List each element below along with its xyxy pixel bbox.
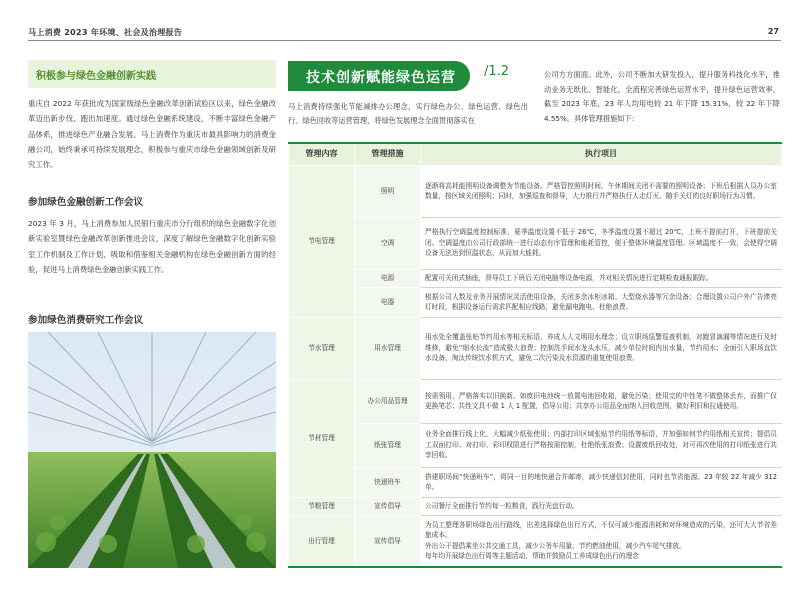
table-row (289, 497, 782, 515)
subheading-consumption-meeting: 参加绿色消费研究工作会议 (28, 315, 144, 326)
table-row (289, 165, 782, 217)
section-number: /1.2 (484, 64, 510, 79)
table-row (289, 515, 782, 567)
row-item: 公司餐厅全面推行节约每一粒粮食，践行光盘行动。 (421, 497, 782, 515)
column-header-item: 执行项目 (421, 143, 782, 165)
row-measure: 办公用品管理 (355, 379, 421, 423)
page-header (0, 0, 809, 42)
row-item: 为员工整理各职场绿色出行路线，出差选择绿色出行方式，不仅可减少能源消耗和对环境造成的污染，还可大大节省差旅成本。 外出公干提倡乘坐公共交通工具，减少公务车用量，节约燃油使用，减少汽车尾气排放。 每年均开展绿色出行周等主题活动，帮助并鼓励员工养成绿色出行的理念 (421, 515, 782, 567)
report-title: 马上消费 2023 年环境、社会及治理报告 (28, 28, 183, 37)
row-measure: 用水管理 (355, 317, 421, 379)
table-row (289, 423, 782, 467)
row-category: 节粮管理 (289, 497, 355, 515)
row-item: 搭建职场间“快递班车”，将同一目的地快递合并邮寄，减少快递信封使用，同时也节省能源。23 年较 22 年减少 312 单。 (421, 467, 782, 497)
row-item: 严格执行空调温度控制标准，夏季温度设置不低于 26℃，冬季温度设置不超过 20℃，上班不提前打开，下班提前关闭。空调温度由公司行政部统一进行动态有序管理和能耗管控，便于整体环境温度管理。区域温度不一致，会使得空调设备无法达到恒温状态，从而加大能耗。 (421, 217, 782, 269)
row-category: 节材管理 (289, 379, 355, 497)
section-band (28, 60, 276, 88)
row-measure: 照明 (355, 165, 421, 217)
section-title-tab (288, 61, 470, 91)
row-category: 节水管理 (289, 317, 355, 379)
row-measure: 快递班车 (355, 467, 421, 497)
finance-meeting-paragraph: 2023 年 3 月，马上消费参加人民银行重庆市分行组织的绿色金融数字化创新实验室暨绿色金融改革创新推进会议，深度了解绿色金融数字化创新实验室工作机制及工作计划，吸取和借鉴相关金融机构在绿色金融创新方面的经验，促进马上消费绿色金融创新实践工作。 (28, 219, 276, 274)
table-row (289, 467, 782, 497)
table-row (289, 269, 782, 287)
management-table (288, 142, 781, 568)
row-category: 节电管理 (289, 165, 355, 317)
subheading-finance-meeting: 参加绿色金融创新工作会议 (28, 197, 144, 208)
row-item: 逐渐将高耗能照明设备调整为节能设备。严格管控照明时间，午休期间关闭不需要的照明设备；下班后根据人员办公室数量，按区域关闭照明；同时，加强巡查和督导，大力推行并严格执行人走灯灭、随手关灯的良好职场行为习惯。 (421, 165, 782, 217)
table-row (289, 217, 782, 269)
row-measure: 电器 (355, 287, 421, 317)
row-item: 业务全面推行线上化，大幅减少纸张使用；内部打印区域张贴节约用纸等标语，并加强如何节约用纸相关宣传；提倡员工双面打印、对打印、彩印权限进行严格按需控制，杜绝纸张浪费；设置废纸回收处，对可再次使用的打印纸张进行共享回收。 (421, 423, 782, 467)
greenhouse-photo (28, 332, 276, 568)
table-row (289, 379, 782, 423)
intro-paragraph: 重庆自 2022 年获批成为国家级绿色金融改革创新试验区以来，绿色金融改革迈出新步伐、跑出加速度。通过绿色金融系统建设，不断丰富绿色金融产品体系，推进绿色产业融合发展。马上消费作为重庆市最具影响力的消费金融公司，始终秉承可持续发展理念，积极参与重庆市绿色金融领域创新及研究工作。 (28, 99, 276, 170)
table-row (289, 317, 782, 379)
section-intro-right: 公司方方面面。此外，公司不断加大研发投入，提升服务科技化水平，推动业务无纸化、智能化，全流程完善绿色运营水平，提升绿色运营效率。截至 2023 年底，23 年人均用电较 21 年下降 15.31%，较 22 年下降 4.55%。具体管理措施如下： (544, 70, 780, 123)
row-item: 按需领用，严格落实以旧换新。如废旧电池统一放置电池回收箱，避免污染；使用完的中性笔不做整体丢弃，而推广仅更换笔芯；共性文具不做 1 人 1 配置，倡导公用；共享办公用品全面纳入回收范围，做好利旧和拉通使用。 (421, 379, 782, 423)
row-item: 配置可关闭式插座，督导员工下班后关闭电脑等设备电源，并对相关情况进行定期检查通报跟踪。 (421, 269, 782, 287)
row-item: 根据公司人数及业务开展情况灵活使用设备，关闭多余冰柜冰箱、大型烧水器等冗余设备；合理设置公司户外广告滞亮灯时段，根据设备运行需求匹配相应线路，避免漏电跑电、杜绝浪费。 (421, 287, 782, 317)
row-measure: 宣传倡导 (355, 497, 421, 515)
section-title: 技术创新赋能绿色运营 (306, 70, 456, 86)
column-header-content: 管理内容 (289, 143, 355, 165)
row-measure: 宣传倡导 (355, 515, 421, 567)
page-number: 27 (767, 27, 779, 36)
row-measure: 空调 (355, 217, 421, 269)
row-category: 出行管理 (289, 515, 355, 567)
row-measure: 纸张管理 (355, 423, 421, 467)
section-intro-left: 马上消费持续强化节能减排办公理念，实行绿色办公、绿色运营、绿色出行、绿色回收等运营管理，将绿色发展理念全面贯彻落实在 (288, 102, 528, 125)
row-item: 用水处全覆盖张贴节约用水等相关标语，养成人人文明用水理念；设立职场巡警巡查机制，对跑冒滴漏等情况进行及时维修，避免“细水长流”造成极大浪费；控制洗手间水龙头水压，减少单位时间内出水量，节约用水；全面引入职场直饮水设备，淘汰传统饮水机方式，避免二次污染及水资源的重复使用浪费。 (421, 317, 782, 379)
row-measure: 电源 (355, 269, 421, 287)
table-row (289, 287, 782, 317)
header-divider (28, 40, 781, 41)
section-heading: 积极参与绿色金融创新实践 (36, 71, 156, 82)
column-header-measure: 管理措施 (355, 143, 421, 165)
